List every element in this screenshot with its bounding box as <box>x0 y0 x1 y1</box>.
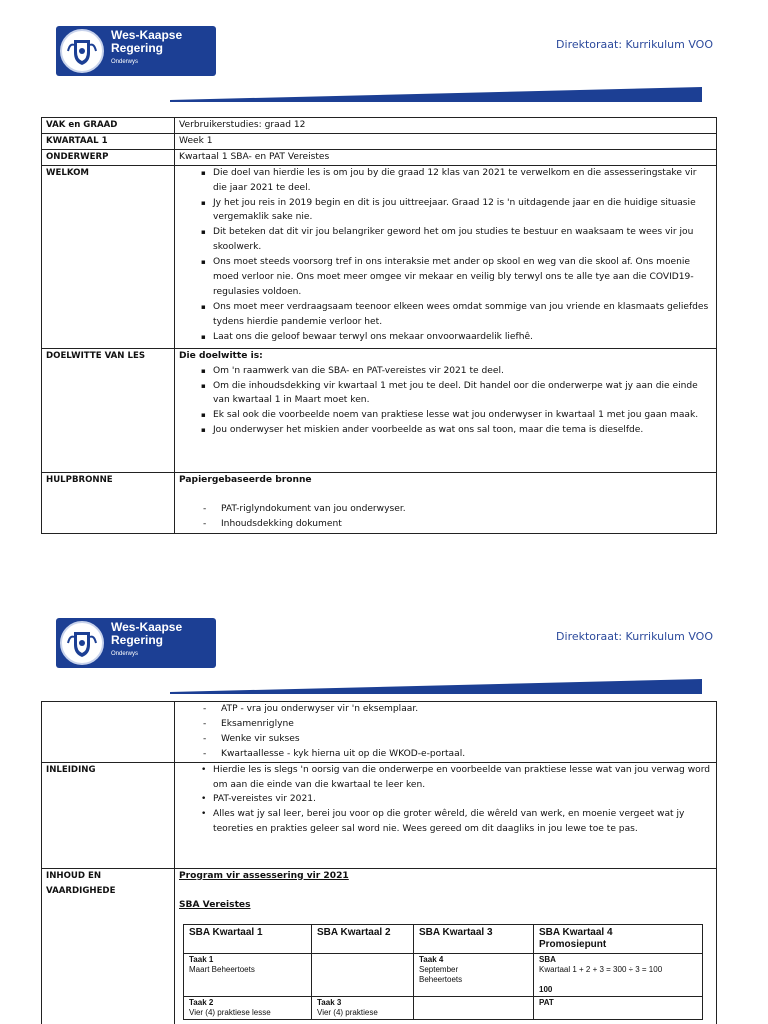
row-value-onderwerp: Kwartaal 1 SBA- en PAT Vereistes <box>175 149 717 165</box>
list-item: - Wenke vir sukses <box>203 732 712 747</box>
sba-header: SBA Kwartaal 2 <box>312 925 414 954</box>
table-row <box>42 348 717 472</box>
list-item: ▪ Ons moet steeds voorsorg tref in ons interaksie met ander op skool en weg van die skool af. Ons moenie moed verloor nie. Ons moet meer omgee vir mekaar en veilig bly terwyl ons te alle tye aan die COVID19-regulasies voldoen. <box>203 255 712 300</box>
row-value-doelwitte <box>175 348 717 472</box>
header-accent-bar <box>170 86 702 102</box>
row-value-vak: Verbruikerstudies: graad 12 <box>175 118 717 134</box>
sba-cell <box>184 954 312 997</box>
logo-line-1: Wes-Kaapse <box>111 620 183 634</box>
sba-cell-text: September Beheertoets <box>419 965 463 985</box>
table-row <box>42 868 717 1024</box>
sba-cell <box>534 997 703 1020</box>
row-value-hulpbronne-continued <box>175 702 717 763</box>
sba-header: SBA Kwartaal 3 <box>414 925 534 954</box>
doelwitte-heading: Die doelwitte is: <box>179 350 263 361</box>
wkg-logo <box>56 26 216 76</box>
row-value-inleiding <box>175 762 717 868</box>
sba-header: SBA Kwartaal 4 <box>539 927 613 939</box>
logo-sub: Onderwys <box>111 651 139 657</box>
list-item: ▪ Ons moet meer verdraagsaam teenoor elkeen wees omdat sommige van jou vriende en klasmaats geliefdes tydens hierdie pandemie verloor het. <box>203 300 712 330</box>
table-row <box>184 954 703 997</box>
table-row <box>42 149 717 165</box>
row-label-doelwitte: DOELWITTE VAN LES <box>42 348 175 472</box>
sba-cell <box>414 997 534 1020</box>
table-row <box>42 472 717 533</box>
sba-cell-text: Vier (4) praktiese lesse <box>189 1008 271 1018</box>
inhoud-heading-sba: SBA Vereistes <box>179 899 251 910</box>
sba-cell <box>534 954 703 997</box>
sba-cell-text: Kwartaal 1 + 2 + 3 = 300 ÷ 3 = 100 <box>539 965 663 975</box>
list-item: - Kwartaallesse - kyk hierna uit op die WKOD-e-portaal. <box>203 747 712 762</box>
list-item: - Inhoudsdekking dokument <box>203 517 712 532</box>
logo-line-2: Regering <box>111 633 164 647</box>
logo-sub: Onderwys <box>111 59 139 65</box>
row-label-vak: VAK en GRAAD <box>42 118 175 134</box>
sba-cell <box>312 954 414 997</box>
list-item: ▪ Laat ons die geloof bewaar terwyl ons mekaar onvoorwaardelik liefhê. <box>203 330 712 345</box>
lesson-table-page-2 <box>41 701 717 1024</box>
sba-cell <box>414 954 534 997</box>
inhoud-heading-program: Program vir assessering vir 2021 <box>179 870 349 881</box>
list-item: • Alles wat jy sal leer, berei jou voor op die groter wêreld, die wêreld van werk, en moenie vergeet wat jy teoreties en prakties geleer sal word nie. Wees gereed om dit daagliks in jou lewe toe te pas. <box>203 807 712 837</box>
logo-line-2: Regering <box>111 41 164 55</box>
table-row <box>184 925 703 954</box>
sba-cell-text: Vier (4) praktiese <box>317 1008 378 1018</box>
sba-cell <box>184 997 312 1020</box>
list-item: - PAT-riglyndokument van jou onderwyser. <box>203 502 712 517</box>
table-row <box>184 997 703 1020</box>
list-item: - ATP - vra jou onderwyser vir 'n eksemplaar. <box>203 702 712 717</box>
table-row <box>42 133 717 149</box>
list-item: ▪ Die doel van hierdie les is om jou by die graad 12 klas van 2021 te verwelkom en die assesseringstake vir die jaar 2021 te deel. <box>203 166 712 196</box>
header-accent-bar <box>170 678 702 694</box>
sba-cell-title: Taak 2 <box>189 998 214 1008</box>
sba-cell-title: Taak 1 <box>189 955 214 965</box>
sba-header-sub: Promosiepunt <box>539 939 607 951</box>
wkg-logo <box>56 618 216 668</box>
logo-line-1: Wes-Kaapse <box>111 28 183 42</box>
list-item: ▪ Ek sal ook die voorbeelde noem van praktiese lesse wat jou onderwyser in kwartaal 1 met jou gaan maak. <box>203 408 712 423</box>
sba-requirements-table <box>183 924 703 1020</box>
row-label-kwartaal: KWARTAAL 1 <box>42 133 175 149</box>
coat-of-arms-icon <box>60 621 104 665</box>
coat-of-arms-icon <box>60 29 104 73</box>
list-item: ▪ Dit beteken dat dit vir jou belangriker geword het om jou studies te bestuur en waaksaam te wees vir jou skoolwerk. <box>203 225 712 255</box>
sba-cell-value: 100 <box>539 985 553 995</box>
sba-cell-title: Taak 3 <box>317 998 342 1008</box>
list-item: ▪ Jou onderwyser het miskien ander voorbeelde as wat ons sal toon, maar die tema is dieselfde. <box>203 423 712 438</box>
row-label-welkom: WELKOM <box>42 165 175 348</box>
list-item: ▪ Om die inhoudsdekking vir kwartaal 1 met jou te deel. Dit handel oor die onderwerpe wat jy aan die einde van kwartaal 1 in Maart moet ken. <box>203 379 712 409</box>
list-item: ▪ Om 'n raamwerk van die SBA- en PAT-vereistes vir 2021 te deel. <box>203 364 712 379</box>
table-row <box>42 118 717 134</box>
table-row <box>42 165 717 348</box>
row-value-welkom <box>175 165 717 348</box>
list-item: • Hierdie les is slegs 'n oorsig van die onderwerpe en voorbeelde van praktiese lesse wat van jou verwag word om aan die einde van die kwartaal te leer ken. <box>203 763 712 793</box>
row-label-inleiding: INLEIDING <box>42 762 175 868</box>
table-row <box>42 762 717 868</box>
sba-cell-title: SBA <box>539 955 556 965</box>
sba-header: SBA Kwartaal 1 <box>184 925 312 954</box>
directorate-title: Direktoraat: Kurrikulum VOO <box>556 630 713 643</box>
directorate-title: Direktoraat: Kurrikulum VOO <box>556 38 713 51</box>
row-label-inhoud: INHOUD EN VAARDIGHEDE <box>42 868 175 1024</box>
sba-header-promosie <box>534 925 703 954</box>
row-value-inhoud <box>175 868 717 1024</box>
list-item: • PAT-vereistes vir 2021. <box>203 792 712 807</box>
sba-cell <box>312 997 414 1020</box>
list-item: - Eksamenriglyne <box>203 717 712 732</box>
list-item: ▪ Jy het jou reis in 2019 begin en dit is jou uittreejaar. Graad 12 is 'n uitdagende jaar en die huidige situasie vergemaklik sake nie. <box>203 196 712 226</box>
row-value-kwartaal: Week 1 <box>175 133 717 149</box>
sba-cell-text: Maart Beheertoets <box>189 965 255 975</box>
table-row <box>42 702 717 763</box>
hulpbronne-heading: Papiergebaseerde bronne <box>179 474 312 485</box>
row-label-hulpbronne: HULPBRONNE <box>42 472 175 533</box>
sba-cell-title: Taak 4 <box>419 955 444 965</box>
lesson-table-page-1 <box>41 117 717 534</box>
row-label-empty <box>42 702 175 763</box>
row-label-onderwerp: ONDERWERP <box>42 149 175 165</box>
row-value-hulpbronne <box>175 472 717 533</box>
sba-cell-title: PAT <box>539 998 554 1008</box>
